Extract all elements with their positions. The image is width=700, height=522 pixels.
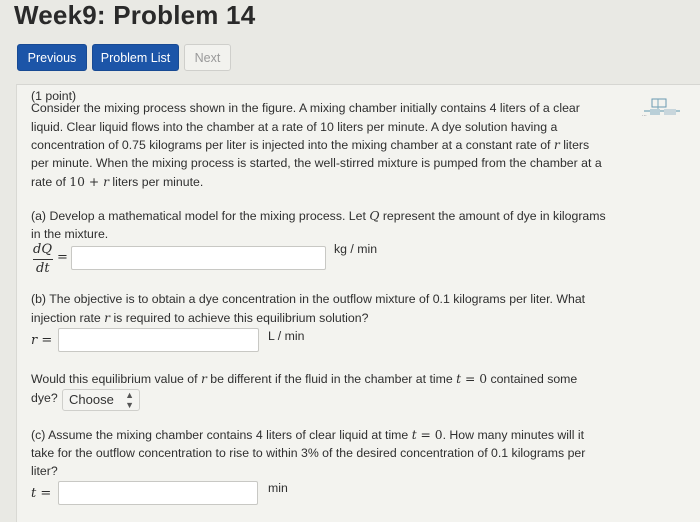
part-b-unit: L / min bbox=[268, 329, 305, 343]
intro-line-3: concentration of 0.75 kilograms per liter is injected into the mixing chamber at a constant rate of r liters bbox=[31, 138, 590, 152]
points-label: (1 point) bbox=[31, 89, 77, 103]
part-c-line-1: (c) Assume the mixing chamber contains 4 liters of clear liquid at time t = 0. How many minutes will it bbox=[31, 428, 585, 442]
part-c-unit: min bbox=[268, 481, 288, 495]
part-c-line-2: take for the outflow concentration to rise to within 3% of the desired concentration of 0.1 kilograms per bbox=[31, 446, 586, 460]
problem-list-button[interactable]: Problem List bbox=[92, 44, 179, 71]
svg-text:···: ··· bbox=[642, 113, 647, 119]
select-value: Choose bbox=[69, 392, 114, 407]
part-c-line-3: liter? bbox=[31, 464, 58, 478]
part-c-answer-input[interactable] bbox=[58, 481, 258, 505]
page-title: Week9: Problem 14 bbox=[14, 0, 256, 30]
intro-line-5: rate of 10 + r liters per minute. bbox=[31, 175, 204, 189]
part-c-lhs: t = bbox=[31, 486, 52, 501]
part-a-fraction-bar bbox=[33, 259, 53, 260]
part-a-equals: = bbox=[57, 250, 68, 265]
part-b-lhs: r = bbox=[31, 333, 53, 348]
part-a-unit: kg / min bbox=[334, 242, 378, 256]
updown-arrows-icon: ▲ ▼ bbox=[125, 390, 134, 410]
part-b-line-2: injection rate r is required to achieve this equilibrium solution? bbox=[31, 311, 369, 325]
figure-thumbnail-icon[interactable] bbox=[640, 96, 684, 120]
intro-line-4: per minute. When the mixing process is started, the well-stirred mixture is pumped from the chamber at a bbox=[31, 156, 602, 170]
intro-line-2: liquid. Clear liquid flows into the chamber at a rate of 10 liters per minute. A dye solution having a bbox=[31, 120, 558, 134]
dye-answer-select[interactable] bbox=[62, 389, 140, 411]
part-b-line-1: (b) The objective is to obtain a dye concentration in the outflow mixture of 0.1 kilograms per liter. What bbox=[31, 292, 586, 306]
next-button[interactable]: Next bbox=[184, 44, 231, 71]
part-b-answer-input[interactable] bbox=[58, 328, 259, 352]
part-a-answer-input[interactable] bbox=[71, 246, 326, 270]
dye-question-line-2: dye? bbox=[31, 391, 58, 405]
part-a-line-1: (a) Develop a mathematical model for the mixing process. Let Q represent the amount of dye in kilograms bbox=[31, 209, 606, 223]
part-a-numerator: dQ bbox=[33, 242, 52, 257]
part-a-denominator: dt bbox=[36, 261, 50, 276]
part-a-line-2: in the mixture. bbox=[31, 227, 109, 241]
dye-question-line-1: Would this equilibrium value of r be different if the fluid in the chamber at time t = 0 contained some bbox=[31, 372, 578, 386]
intro-line-1: Consider the mixing process shown in the figure. A mixing chamber initially contains 4 liters of a clear bbox=[31, 101, 580, 115]
previous-button[interactable]: Previous bbox=[17, 44, 87, 71]
